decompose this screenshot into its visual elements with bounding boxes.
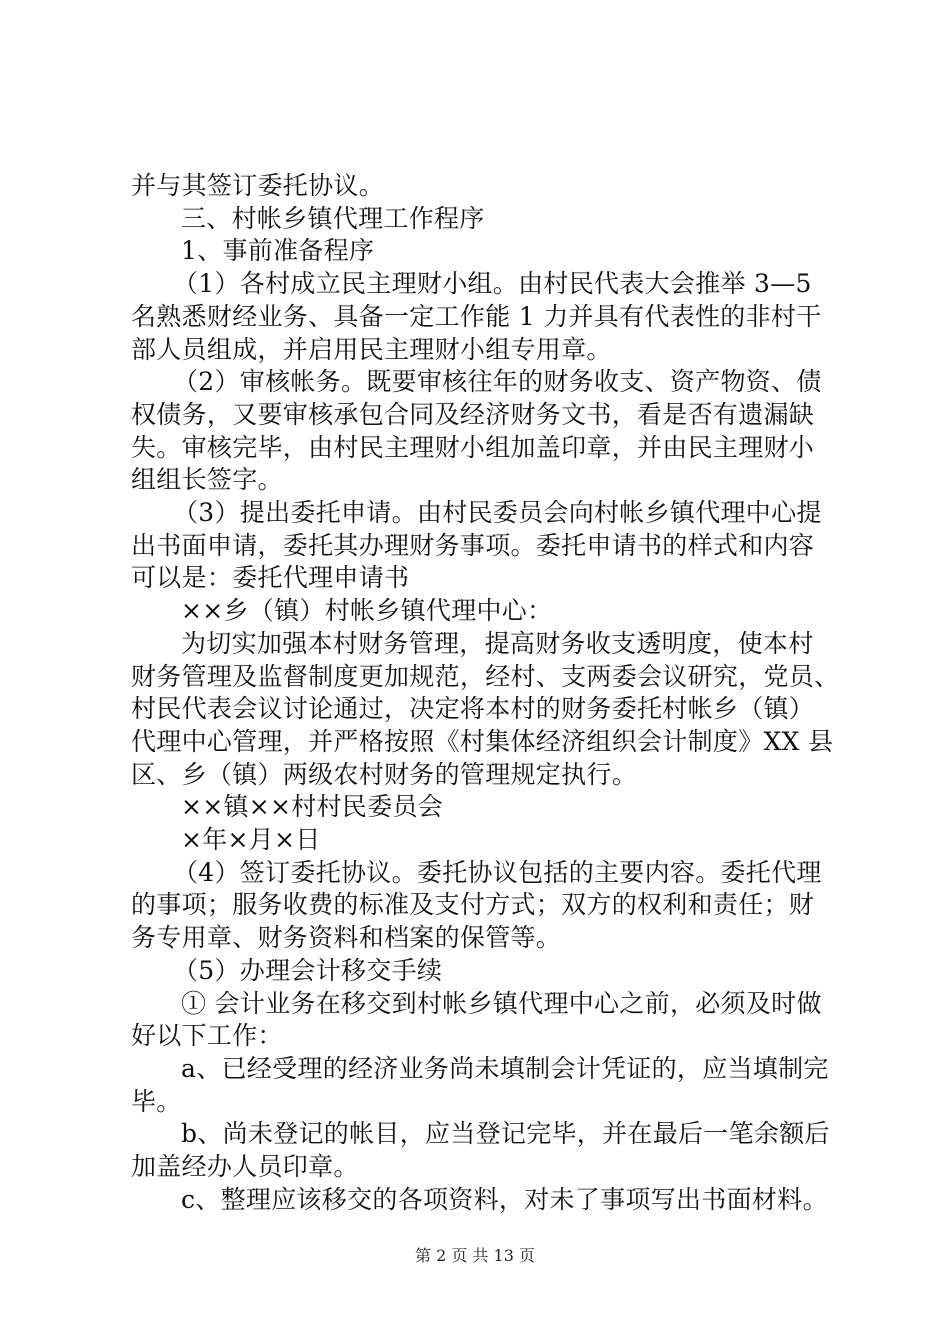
page-footer: 第 2 页 共 13 页: [415, 1246, 535, 1265]
text-line: （3）提出委托申请。由村民委员会向村帐乡镇代理中心提: [173, 498, 822, 528]
text-line: 组组长签字。: [131, 465, 283, 495]
text-line: （5）办理会计移交手续: [173, 955, 443, 985]
text-line: 1、事前准备程序: [181, 236, 375, 266]
text-line: 财务管理及监督制度更加规范，经村、支两委会议研究，党员、: [131, 661, 840, 691]
text-line: 权债务，又要审核承包合同及经济财务文书，看是否有遗漏缺: [131, 399, 815, 429]
text-line: ×年×月×日: [181, 825, 321, 855]
text-line: 出书面申请，委托其办理财务事项。委托申请书的样式和内容: [131, 530, 815, 560]
text-line: 务专用章、财务资料和档案的保管等。: [131, 923, 562, 953]
text-line: 部人员组成，并启用民主理财小组专用章。: [131, 334, 612, 364]
text-line: 的事项；服务收费的标准及支付方式；双方的权利和责任；财: [131, 890, 815, 920]
text-line: a、已经受理的经济业务尚未填制会计凭证的，应当填制完: [181, 1053, 829, 1083]
text-line: ××乡（镇）村帐乡镇代理中心：: [181, 596, 553, 626]
text-line: c、整理应该移交的各项资料，对未了事项写出书面材料。: [181, 1184, 828, 1214]
text-line: 毕。: [131, 1086, 182, 1116]
text-line: b、尚未登记的帐目，应当登记完毕，并在最后一笔余额后: [181, 1119, 830, 1149]
text-line: ① 会计业务在移交到村帐乡镇代理中心之前，必须及时做: [181, 988, 822, 1018]
text-line: 村民代表会议讨论通过，决定将本村的财务委托村帐乡（镇）: [131, 694, 815, 724]
text-line: 并与其签订委托协议。: [131, 171, 385, 200]
text-line: 失。审核完毕，由村民主理财小组加盖印章，并由民主理财小: [131, 432, 815, 462]
text-line: 为切实加强本村财务管理，提高财务收支透明度，使本村: [181, 628, 814, 658]
text-line: （2）审核帐务。既要审核往年的财务收支、资产物资、债: [173, 367, 822, 397]
document-body: [131, 170, 840, 1217]
text-line: 好以下工作：: [131, 1021, 283, 1051]
text-line: （4）签订委托协议。委托协议包括的主要内容。委托代理: [173, 857, 822, 887]
text-line: 可以是：委托代理申请书: [131, 563, 410, 593]
text-line: 加盖经办人员印章。: [131, 1152, 359, 1182]
text-line: 三、村帐乡镇代理工作程序: [181, 203, 485, 233]
text-line: （1）各村成立民主理财小组。由村民代表大会推举 3—5: [173, 269, 812, 299]
text-line: 名熟悉财经业务、具备一定工作能 1 力并具有代表性的非村干: [131, 301, 822, 331]
text-line: 区、乡（镇）两级农村财务的管理规定执行。: [131, 759, 638, 789]
text-line: ××镇××村村民委员会: [181, 792, 444, 822]
text-line: 代理中心管理，并严格按照《村集体经济组织会计制度》XX 县: [131, 726, 834, 756]
